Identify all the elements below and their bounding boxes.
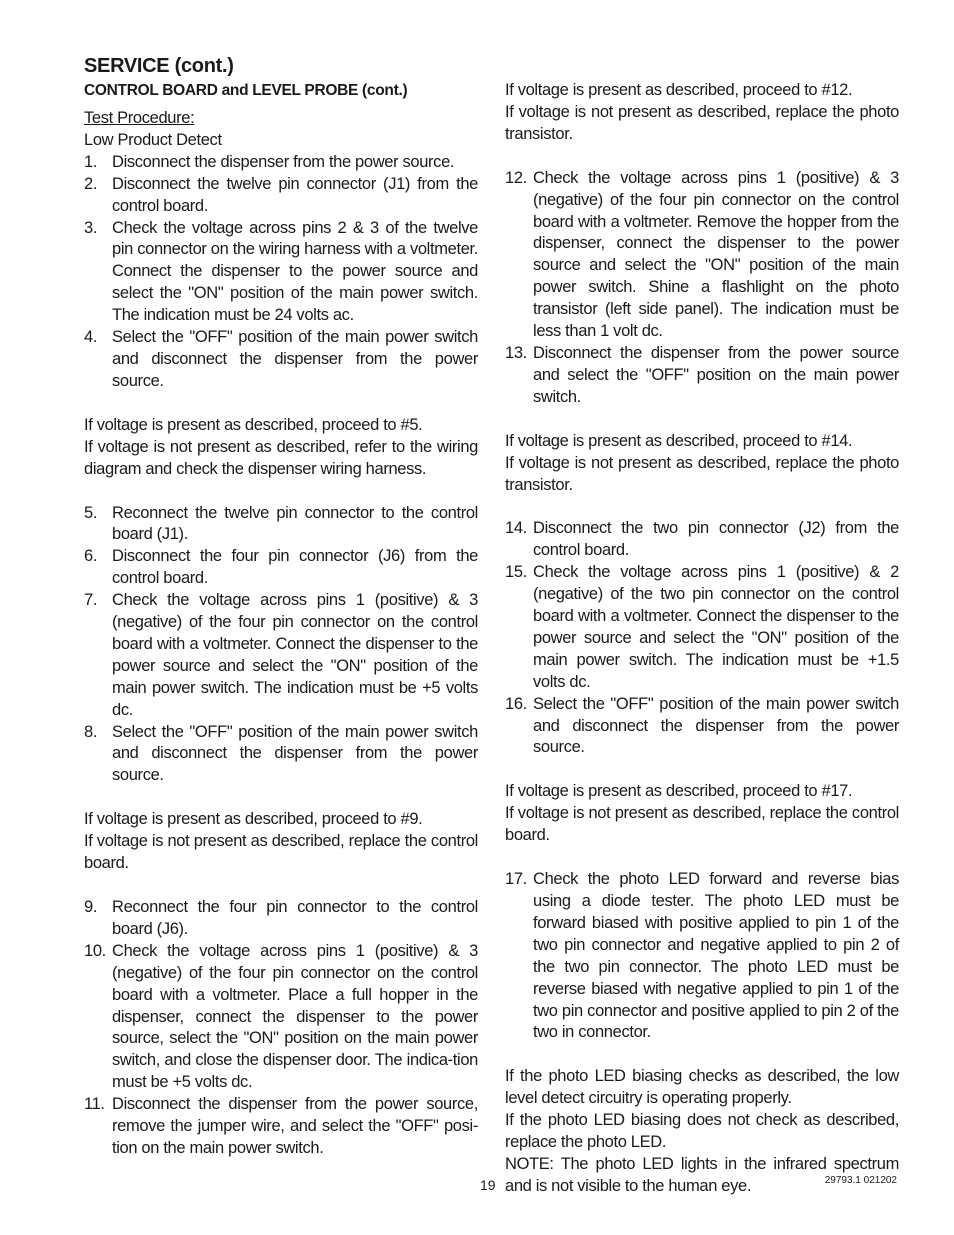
- step-text: Disconnect the four pin connector (J6) from the control board.: [112, 547, 478, 588]
- step-number: 2.: [84, 174, 98, 193]
- step-text: Check the voltage across pins 1 (positive) & 3 (negative) of the four pin connector on the control board with a voltmeter. Place a full hopper in the dispenser, connect the dispenser to the power source, select the "ON" position on the main power switch, and close the dispenser door. The indica-tion must be +5 volts dc.: [112, 941, 478, 1092]
- result-text: If voltage is present as described, proceed to #14.: [505, 431, 853, 450]
- step-item: [84, 1094, 478, 1160]
- step-item: [505, 518, 899, 562]
- document-id: 29793.1 021202: [824, 1175, 897, 1186]
- step-item: [505, 694, 899, 760]
- result-text: If voltage is not present as described, replace the control board.: [505, 804, 899, 845]
- step-item: [505, 562, 899, 693]
- steps-12-13: [505, 168, 899, 409]
- step-text: Check the voltage across pins 1 (positive) & 2 (negative) of the two pin connector on the control board with a voltmeter. Connect the dispenser to the power source and select the "ON" position of the main power switch. The indication must be +1.5 volts dc.: [533, 563, 899, 691]
- step-text: Reconnect the twelve pin connector to the control board (J1).: [112, 503, 478, 544]
- step-text: Disconnect the dispenser from the power source, remove the jumper wire, and select the "OFF" posi-tion on the main power switch.: [112, 1095, 478, 1157]
- step-text: Select the "OFF" position of the main power switch and disconnect the dispenser from the power source.: [533, 694, 899, 757]
- step-text: Check the voltage across pins 1 (positive) & 3 (negative) of the four pin connector on the control board with a voltmeter. Remove the hopper from the dispenser, connect the dispenser to the power source and select the "ON" position of the main power switch. Shine a flashlight on the photo transistor (left side panel). The indication must be less than 1 volt dc.: [533, 168, 899, 341]
- step-number: 15.: [505, 563, 527, 582]
- left-column: [84, 52, 478, 1160]
- step-item: [505, 168, 899, 343]
- step-number: 5.: [84, 503, 98, 522]
- step-text: Check the voltage across pins 2 & 3 of the twelve pin connector on the wiring harness with a voltmeter. Connect the dispenser to the power source and select the "ON" position of the main power switch. The indication must be 24 volts ac.: [112, 218, 478, 325]
- step-item: [84, 590, 478, 721]
- step-number: 13.: [505, 343, 527, 362]
- result-text: If voltage is not present as described, refer to the wiring diagram and check the dispenser wiring harness.: [84, 437, 478, 478]
- step-number: 8.: [84, 722, 98, 741]
- step-number: 7.: [84, 591, 98, 610]
- closing-text: If the photo LED biasing checks as described, the low level detect circuitry is operating properly.: [505, 1067, 899, 1108]
- result-text: If voltage is present as described, proceed to #17.: [505, 782, 853, 801]
- result-text: If voltage is not present as described, replace the photo transistor.: [505, 102, 899, 143]
- step-number: 1.: [84, 152, 98, 171]
- section-title: SERVICE (cont.): [84, 55, 234, 77]
- result-text: If voltage is present as described, proceed to #9.: [84, 810, 423, 829]
- step-17: [505, 869, 899, 1044]
- page-number: 19: [480, 1177, 496, 1193]
- step-item: [84, 546, 478, 590]
- step-number: 16.: [505, 694, 527, 713]
- result-text: If voltage is not present as described, replace the photo transistor.: [505, 453, 899, 494]
- step-number: 11.: [84, 1095, 105, 1114]
- step-item: [505, 343, 899, 409]
- step-number: 6.: [84, 547, 98, 566]
- step-number: 14.: [505, 519, 527, 538]
- step-item: [84, 897, 478, 941]
- test-procedure-heading: Test Procedure:: [84, 109, 195, 127]
- step-number: 3.: [84, 218, 98, 237]
- section-subtitle: CONTROL BOARD and LEVEL PROBE (cont.): [84, 82, 408, 99]
- steps-1-4: [84, 152, 478, 393]
- steps-5-8: [84, 503, 478, 788]
- note-text: NOTE: The photo LED lights in the infrared spectrum and is not visible to the human eye.: [505, 1154, 899, 1195]
- step-number: 10.: [84, 941, 106, 960]
- low-product-heading: Low Product Detect: [84, 130, 222, 149]
- closing-text: If the photo LED biasing does not check as described, replace the photo LED.: [505, 1111, 899, 1152]
- result-text: If voltage is not present as described, replace the control board.: [84, 832, 478, 873]
- right-column: [505, 80, 899, 1198]
- steps-9-11: [84, 897, 478, 1160]
- step-text: Select the "OFF" position of the main power switch and disconnect the dispenser from the power source.: [112, 328, 478, 390]
- step-item: [84, 174, 478, 218]
- step-text: Reconnect the four pin connector to the control board (J6).: [112, 898, 478, 938]
- step-number: 9.: [84, 898, 98, 916]
- step-number: 4.: [84, 328, 98, 347]
- steps-14-16: [505, 518, 899, 759]
- step-text: Disconnect the dispenser from the power source and select the "OFF" position on the main power switch.: [533, 343, 899, 406]
- step-item: [84, 218, 478, 328]
- step-number: 17.: [505, 870, 527, 889]
- step-text: Select the "OFF" position of the main power switch and disconnect the dispenser from the power source.: [112, 722, 478, 785]
- result-text: If voltage is present as described, proceed to #5.: [84, 415, 423, 434]
- step-text: Disconnect the dispenser from the power source.: [112, 152, 455, 171]
- step-item: [84, 722, 478, 788]
- step-text: Check the voltage across pins 1 (positive) & 3 (negative) of the four pin connector on the control board with a voltmeter. Connect the dispenser to the power source and select the "ON" position of the main power switch. The indication must be +5 volts dc.: [112, 591, 478, 719]
- step-text: Disconnect the twelve pin connector (J1) from the control board.: [112, 174, 478, 215]
- step-item: [84, 327, 478, 393]
- step-text: Check the photo LED forward and reverse bias using a diode tester. The photo LED must be forward biased with positive applied to pin 1 of the two pin connector and negative applied to pin 2 of the two pin connector. The photo LED must be reverse biased with negative applied to pin 1 of the two pin connector and positive applied to pin 2 of the two in connector.: [533, 870, 899, 1042]
- result-text: If voltage is present as described, proceed to #12.: [505, 81, 853, 99]
- step-item: [84, 152, 478, 174]
- step-text: Disconnect the two pin connector (J2) from the control board.: [533, 519, 899, 560]
- step-item: [84, 503, 478, 547]
- step-item: [84, 941, 478, 1094]
- step-number: 12.: [505, 168, 527, 187]
- step-item: [505, 869, 899, 1044]
